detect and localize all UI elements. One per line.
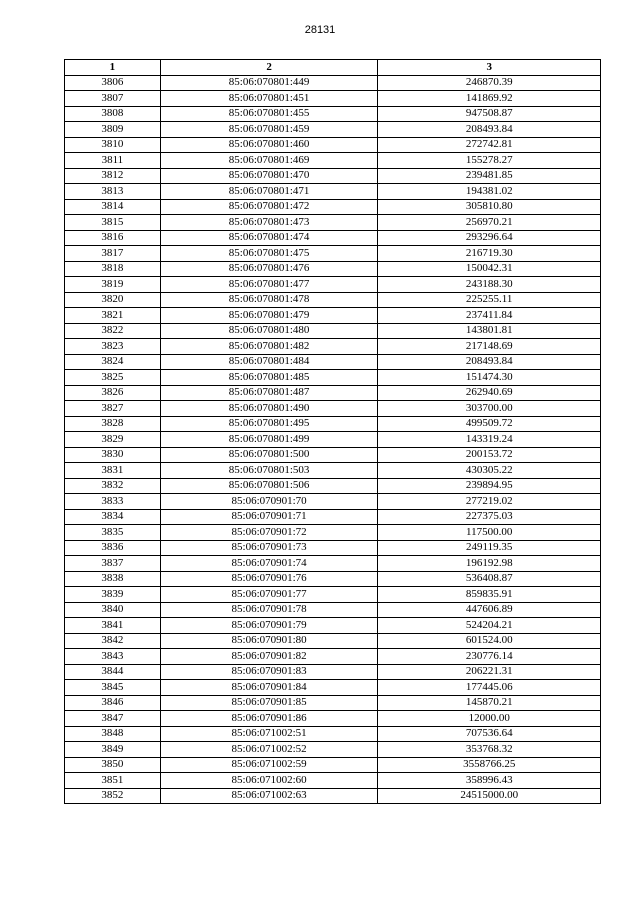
cadastral-number-cell: 85:06:070801:506 — [160, 478, 378, 494]
row-number-cell: 3851 — [65, 773, 161, 789]
value-cell: 3558766.25 — [378, 757, 601, 773]
table-row — [65, 742, 601, 758]
row-number-cell: 3807 — [65, 91, 161, 107]
table-row — [65, 153, 601, 169]
table-row — [65, 695, 601, 711]
table-row — [65, 168, 601, 184]
value-cell: 194381.02 — [378, 184, 601, 200]
cadastral-number-cell: 85:06:070801:490 — [160, 401, 378, 417]
value-cell: 859835.91 — [378, 587, 601, 603]
row-number-cell: 3833 — [65, 494, 161, 510]
value-cell: 117500.00 — [378, 525, 601, 541]
table-row — [65, 215, 601, 231]
cadastral-number-cell: 85:06:070901:73 — [160, 540, 378, 556]
row-number-cell: 3852 — [65, 788, 161, 804]
cadastral-number-cell: 85:06:070801:449 — [160, 75, 378, 91]
cadastral-number-cell: 85:06:070901:77 — [160, 587, 378, 603]
column-header-3: 3 — [378, 60, 601, 76]
table-row — [65, 556, 601, 572]
row-number-cell: 3838 — [65, 571, 161, 587]
cadastral-number-cell: 85:06:071002:59 — [160, 757, 378, 773]
value-cell: 303700.00 — [378, 401, 601, 417]
table-row — [65, 649, 601, 665]
table-row — [65, 339, 601, 355]
cadastral-number-cell: 85:06:070801:500 — [160, 447, 378, 463]
row-number-cell: 3818 — [65, 261, 161, 277]
table-row — [65, 199, 601, 215]
cadastral-number-cell: 85:06:070801:485 — [160, 370, 378, 386]
table-row — [65, 540, 601, 556]
row-number-cell: 3809 — [65, 122, 161, 138]
table-row — [65, 277, 601, 293]
row-number-cell: 3843 — [65, 649, 161, 665]
cadastral-number-cell: 85:06:070801:503 — [160, 463, 378, 479]
row-number-cell: 3819 — [65, 277, 161, 293]
value-cell: 293296.64 — [378, 230, 601, 246]
table-row — [65, 292, 601, 308]
data-table — [64, 59, 601, 804]
row-number-cell: 3811 — [65, 153, 161, 169]
value-cell: 447606.89 — [378, 602, 601, 618]
row-number-cell: 3817 — [65, 246, 161, 262]
cadastral-number-cell: 85:06:070901:74 — [160, 556, 378, 572]
row-number-cell: 3846 — [65, 695, 161, 711]
cadastral-number-cell: 85:06:071002:52 — [160, 742, 378, 758]
row-number-cell: 3813 — [65, 184, 161, 200]
cadastral-number-cell: 85:06:070901:80 — [160, 633, 378, 649]
cadastral-number-cell: 85:06:070901:82 — [160, 649, 378, 665]
table-row — [65, 385, 601, 401]
table-row — [65, 618, 601, 634]
table-row — [65, 773, 601, 789]
value-cell: 24515000.00 — [378, 788, 601, 804]
table-row — [65, 184, 601, 200]
table-row — [65, 261, 601, 277]
table-row — [65, 726, 601, 742]
value-cell: 177445.06 — [378, 680, 601, 696]
cadastral-number-cell: 85:06:070901:72 — [160, 525, 378, 541]
row-number-cell: 3850 — [65, 757, 161, 773]
cadastral-number-cell: 85:06:070801:476 — [160, 261, 378, 277]
table-row — [65, 401, 601, 417]
table-row — [65, 664, 601, 680]
row-number-cell: 3841 — [65, 618, 161, 634]
row-number-cell: 3840 — [65, 602, 161, 618]
value-cell: 239481.85 — [378, 168, 601, 184]
row-number-cell: 3839 — [65, 587, 161, 603]
value-cell: 217148.69 — [378, 339, 601, 355]
table-row — [65, 370, 601, 386]
table-row — [65, 122, 601, 138]
row-number-cell: 3823 — [65, 339, 161, 355]
cadastral-number-cell: 85:06:070801:479 — [160, 308, 378, 324]
row-number-cell: 3831 — [65, 463, 161, 479]
table-row — [65, 494, 601, 510]
table-body — [65, 75, 601, 804]
value-cell: 155278.27 — [378, 153, 601, 169]
table-row — [65, 463, 601, 479]
table-row — [65, 525, 601, 541]
value-cell: 707536.64 — [378, 726, 601, 742]
cadastral-number-cell: 85:06:070901:85 — [160, 695, 378, 711]
cadastral-number-cell: 85:06:070801:471 — [160, 184, 378, 200]
table-row — [65, 587, 601, 603]
table-row — [65, 788, 601, 804]
value-cell: 145870.21 — [378, 695, 601, 711]
row-number-cell: 3816 — [65, 230, 161, 246]
value-cell: 430305.22 — [378, 463, 601, 479]
cadastral-number-cell: 85:06:070801:495 — [160, 416, 378, 432]
row-number-cell: 3832 — [65, 478, 161, 494]
cadastral-number-cell: 85:06:070801:499 — [160, 432, 378, 448]
row-number-cell: 3834 — [65, 509, 161, 525]
row-number-cell: 3824 — [65, 354, 161, 370]
cadastral-number-cell: 85:06:070901:79 — [160, 618, 378, 634]
row-number-cell: 3845 — [65, 680, 161, 696]
value-cell: 237411.84 — [378, 308, 601, 324]
cadastral-number-cell: 85:06:070801:472 — [160, 199, 378, 215]
table-row — [65, 75, 601, 91]
value-cell: 262940.69 — [378, 385, 601, 401]
cadastral-number-cell: 85:06:070901:84 — [160, 680, 378, 696]
value-cell: 243188.30 — [378, 277, 601, 293]
value-cell: 206221.31 — [378, 664, 601, 680]
value-cell: 225255.11 — [378, 292, 601, 308]
cadastral-number-cell: 85:06:071002:63 — [160, 788, 378, 804]
row-number-cell: 3822 — [65, 323, 161, 339]
table-row — [65, 509, 601, 525]
cadastral-number-cell: 85:06:070801:478 — [160, 292, 378, 308]
value-cell: 12000.00 — [378, 711, 601, 727]
table-row — [65, 106, 601, 122]
row-number-cell: 3849 — [65, 742, 161, 758]
cadastral-number-cell: 85:06:070901:71 — [160, 509, 378, 525]
value-cell: 141869.92 — [378, 91, 601, 107]
row-number-cell: 3820 — [65, 292, 161, 308]
value-cell: 143319.24 — [378, 432, 601, 448]
cadastral-number-cell: 85:06:070801:470 — [160, 168, 378, 184]
table-row — [65, 308, 601, 324]
value-cell: 227375.03 — [378, 509, 601, 525]
table-row — [65, 447, 601, 463]
value-cell: 151474.30 — [378, 370, 601, 386]
cadastral-number-cell: 85:06:070801:480 — [160, 323, 378, 339]
cadastral-number-cell: 85:06:070901:78 — [160, 602, 378, 618]
value-cell: 200153.72 — [378, 447, 601, 463]
value-cell: 216719.30 — [378, 246, 601, 262]
row-number-cell: 3821 — [65, 308, 161, 324]
cadastral-number-cell: 85:06:070901:83 — [160, 664, 378, 680]
table-row — [65, 416, 601, 432]
table-row — [65, 354, 601, 370]
value-cell: 353768.32 — [378, 742, 601, 758]
value-cell: 249119.35 — [378, 540, 601, 556]
value-cell: 230776.14 — [378, 649, 601, 665]
cadastral-number-cell: 85:06:070801:477 — [160, 277, 378, 293]
cadastral-number-cell: 85:06:070801:484 — [160, 354, 378, 370]
row-number-cell: 3837 — [65, 556, 161, 572]
row-number-cell: 3812 — [65, 168, 161, 184]
table-row — [65, 432, 601, 448]
table-header-row — [65, 60, 601, 76]
row-number-cell: 3826 — [65, 385, 161, 401]
value-cell: 246870.39 — [378, 75, 601, 91]
value-cell: 358996.43 — [378, 773, 601, 789]
value-cell: 272742.81 — [378, 137, 601, 153]
cadastral-number-cell: 85:06:070801:473 — [160, 215, 378, 231]
value-cell: 239894.95 — [378, 478, 601, 494]
table-row — [65, 246, 601, 262]
value-cell: 947508.87 — [378, 106, 601, 122]
cadastral-number-cell: 85:06:070801:482 — [160, 339, 378, 355]
table-row — [65, 680, 601, 696]
row-number-cell: 3828 — [65, 416, 161, 432]
value-cell: 143801.81 — [378, 323, 601, 339]
value-cell: 536408.87 — [378, 571, 601, 587]
cadastral-number-cell: 85:06:070901:70 — [160, 494, 378, 510]
cadastral-number-cell: 85:06:070801:475 — [160, 246, 378, 262]
value-cell: 601524.00 — [378, 633, 601, 649]
cadastral-number-cell: 85:06:071002:60 — [160, 773, 378, 789]
row-number-cell: 3827 — [65, 401, 161, 417]
page-number: 28131 — [304, 24, 336, 36]
value-cell: 208493.84 — [378, 122, 601, 138]
cadastral-number-cell: 85:06:070901:86 — [160, 711, 378, 727]
row-number-cell: 3847 — [65, 711, 161, 727]
row-number-cell: 3814 — [65, 199, 161, 215]
value-cell: 196192.98 — [378, 556, 601, 572]
table-row — [65, 571, 601, 587]
table-row — [65, 602, 601, 618]
row-number-cell: 3848 — [65, 726, 161, 742]
column-header-1: 1 — [65, 60, 161, 76]
cadastral-number-cell: 85:06:070801:455 — [160, 106, 378, 122]
cadastral-number-cell: 85:06:070901:76 — [160, 571, 378, 587]
table-row — [65, 91, 601, 107]
value-cell: 208493.84 — [378, 354, 601, 370]
table-row — [65, 230, 601, 246]
value-cell: 305810.80 — [378, 199, 601, 215]
cadastral-number-cell: 85:06:070801:487 — [160, 385, 378, 401]
row-number-cell: 3844 — [65, 664, 161, 680]
cadastral-number-cell: 85:06:070801:451 — [160, 91, 378, 107]
cadastral-number-cell: 85:06:071002:51 — [160, 726, 378, 742]
row-number-cell: 3815 — [65, 215, 161, 231]
row-number-cell: 3835 — [65, 525, 161, 541]
table-row — [65, 478, 601, 494]
row-number-cell: 3810 — [65, 137, 161, 153]
row-number-cell: 3808 — [65, 106, 161, 122]
value-cell: 524204.21 — [378, 618, 601, 634]
cadastral-number-cell: 85:06:070801:469 — [160, 153, 378, 169]
table-row — [65, 137, 601, 153]
cadastral-number-cell: 85:06:070801:459 — [160, 122, 378, 138]
cadastral-number-cell: 85:06:070801:460 — [160, 137, 378, 153]
row-number-cell: 3806 — [65, 75, 161, 91]
value-cell: 277219.02 — [378, 494, 601, 510]
table-row — [65, 323, 601, 339]
row-number-cell: 3825 — [65, 370, 161, 386]
value-cell: 499509.72 — [378, 416, 601, 432]
table-row — [65, 633, 601, 649]
table-row — [65, 711, 601, 727]
row-number-cell: 3830 — [65, 447, 161, 463]
table-row — [65, 757, 601, 773]
value-cell: 150042.31 — [378, 261, 601, 277]
value-cell: 256970.21 — [378, 215, 601, 231]
row-number-cell: 3836 — [65, 540, 161, 556]
cadastral-number-cell: 85:06:070801:474 — [160, 230, 378, 246]
column-header-2: 2 — [160, 60, 378, 76]
row-number-cell: 3829 — [65, 432, 161, 448]
row-number-cell: 3842 — [65, 633, 161, 649]
